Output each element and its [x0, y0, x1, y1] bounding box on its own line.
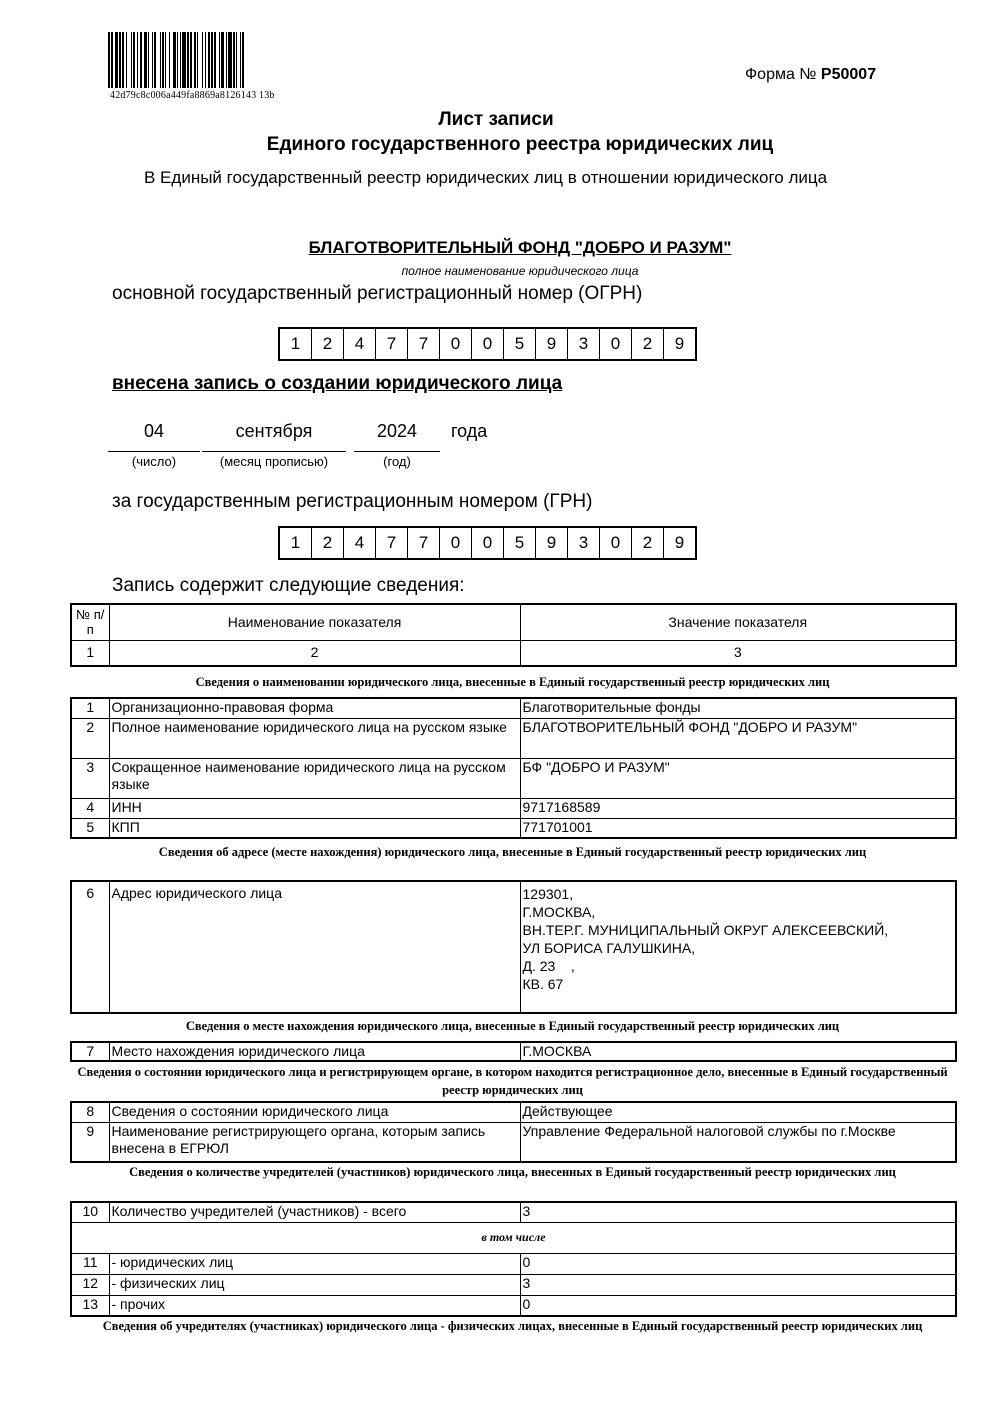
- grn-digit: 3: [567, 528, 599, 558]
- section-title: Сведения об учредителях (участниках) юридического лица - физических лицах, внесенные в Единый государственный реестр юридических лиц: [102, 1319, 923, 1333]
- grn-digit: 0: [599, 528, 631, 558]
- date-day-caption: (число): [131, 454, 177, 469]
- row-value: 3: [520, 1274, 956, 1295]
- date-day-line: [108, 451, 200, 452]
- col-value-header: Значение показателя: [520, 604, 956, 640]
- grn-digit: 2: [311, 528, 343, 558]
- ogrn-digit: 3: [567, 329, 599, 359]
- col-name-header: Наименование показателя: [109, 604, 520, 640]
- col-no-header: № п/п: [71, 604, 109, 640]
- address-line: ВН.ТЕР.Г. МУНИЦИПАЛЬНЫЙ ОКРУГ АЛЕКСЕЕВСКИЙ,: [522, 922, 889, 938]
- header-table: [70, 603, 957, 667]
- address-line: КВ. 67: [522, 976, 564, 992]
- status-table: [70, 1101, 957, 1163]
- barcode-bar: [244, 32, 247, 88]
- in-total-label: в том числе: [71, 1222, 956, 1253]
- date-month-line: [202, 451, 346, 452]
- row-number: 1: [71, 698, 109, 718]
- address-line: Д. 23 ,: [522, 958, 575, 974]
- row-label: КПП: [109, 818, 520, 838]
- row-number: 3: [71, 758, 109, 798]
- form-code: Р50007: [820, 66, 877, 83]
- form-number: [745, 66, 876, 84]
- intro-text: В Единый государственный реестр юридических лиц в отношении юридического лица: [144, 168, 828, 187]
- row-number: 7: [71, 1042, 109, 1061]
- page-subtitle: Единого государственного реестра юридических лиц: [266, 134, 774, 155]
- row-value: 771701001: [520, 818, 956, 838]
- date-year: 2024: [376, 421, 418, 441]
- ogrn-digits: [278, 327, 697, 361]
- ogrn-digit: 1: [290, 334, 301, 353]
- section-title: Сведения о месте нахождения юридического лица, внесенные в Единый государственный реестр юридических лиц: [185, 1019, 840, 1033]
- address-table: [70, 880, 957, 1014]
- row-label: Сокращенное наименование юридического лица на русском языке: [109, 758, 520, 798]
- ogrn-digit: 9: [663, 329, 695, 359]
- grn-digit: 7: [375, 528, 407, 558]
- row-number: 12: [71, 1274, 109, 1295]
- row-value: 3: [520, 1202, 956, 1222]
- section-title: Сведения о наименовании юридического лица, внесенные в Единый государственный реестр юридических лиц: [195, 675, 830, 689]
- date-day: 04: [143, 421, 165, 441]
- row-value: 0: [520, 1295, 956, 1316]
- form-prefix: Форма №: [745, 66, 817, 83]
- row-value: Действующее: [520, 1102, 956, 1122]
- row-label: - физических лиц: [109, 1274, 520, 1295]
- name-table: [70, 697, 957, 839]
- entry-statement: внесена запись о создании юридического лица: [112, 373, 563, 394]
- date-year-caption: (год): [383, 454, 411, 469]
- grn-digit: 9: [663, 528, 695, 558]
- grn-label: за государственным регистрационным номером (ГРН): [112, 491, 593, 512]
- row-label: - юридических лиц: [109, 1253, 520, 1274]
- ogrn-digit: 0: [471, 329, 503, 359]
- row-label: Полное наименование юридического лица на русском языке: [109, 718, 520, 758]
- address-line: Г.МОСКВА,: [522, 904, 596, 920]
- page-title: Лист записи: [438, 109, 554, 130]
- ogrn-digit: 0: [439, 329, 471, 359]
- col-index-2: 2: [109, 640, 520, 666]
- row-label: Адрес юридического лица: [109, 881, 520, 1013]
- ogrn-digit: 4: [343, 329, 375, 359]
- date-month: сентября: [235, 421, 313, 441]
- row-number: 6: [71, 881, 109, 1013]
- row-number: 11: [71, 1253, 109, 1274]
- grn-digit: 7: [407, 528, 439, 558]
- ogrn-digit: 9: [535, 329, 567, 359]
- row-number: 9: [71, 1122, 109, 1162]
- col-index-3: 3: [520, 640, 956, 666]
- ogrn-digit: 0: [599, 329, 631, 359]
- barcode: [108, 32, 284, 88]
- contains-label: Запись содержит следующие сведения:: [112, 575, 465, 596]
- date-year-line: [354, 451, 440, 452]
- col-index-1: 1: [71, 640, 109, 666]
- row-label: - прочих: [109, 1295, 520, 1316]
- grn-digit: 0: [439, 528, 471, 558]
- barcode-code: 42d79c8c006a449fa8869a8126143 13b: [110, 90, 275, 101]
- ogrn-digit: 2: [311, 329, 343, 359]
- row-value: Управление Федеральной налоговой службы по г.Москве: [520, 1122, 956, 1162]
- row-number: 13: [71, 1295, 109, 1316]
- grn-digits: [278, 526, 697, 560]
- row-number: 8: [71, 1102, 109, 1122]
- location-table: [70, 1041, 957, 1062]
- date-month-caption: (месяц прописью): [219, 454, 329, 469]
- row-value: Благотворительные фонды: [520, 698, 956, 718]
- row-number: 2: [71, 718, 109, 758]
- row-label: Место нахождения юридического лица: [109, 1042, 520, 1061]
- ogrn-digit: 2: [631, 329, 663, 359]
- row-number: 4: [71, 798, 109, 818]
- ogrn-digit: 7: [375, 329, 407, 359]
- row-label: Сведения о состоянии юридического лица: [109, 1102, 520, 1122]
- section-title: Сведения о количестве учредителей (участников) юридического лица, внесенных в Единый государственный реестр юридических лиц: [129, 1165, 896, 1179]
- grn-digit: 9: [535, 528, 567, 558]
- grn-digit: 2: [631, 528, 663, 558]
- ogrn-digit: 5: [503, 329, 535, 359]
- section-title: Сведения о состоянии юридического лица и регистрирующем органе, в котором находится регистрационное дело, внесенные в Единый государственный реестр юридических лиц: [77, 1065, 948, 1097]
- organization-caption: полное наименование юридического лица: [401, 264, 639, 278]
- organization-name: БЛАГОТВОРИТЕЛЬНЫЙ ФОНД "ДОБРО И РАЗУМ": [308, 238, 732, 257]
- row-number: 10: [71, 1202, 109, 1222]
- grn-digit: 0: [471, 528, 503, 558]
- row-label: Организационно-правовая форма: [109, 698, 520, 718]
- row-label: ИНН: [109, 798, 520, 818]
- row-value: Г.МОСКВА: [520, 1042, 956, 1061]
- address-line: УЛ БОРИСА ГАЛУШКИНА,: [522, 940, 696, 956]
- section-title: Сведения об адресе (месте нахождения) юридического лица, внесенные в Единый государственный реестр юридических лиц: [158, 845, 867, 859]
- row-value: 0: [520, 1253, 956, 1274]
- row-value: БЛАГОТВОРИТЕЛЬНЫЙ ФОНД "ДОБРО И РАЗУМ": [520, 718, 956, 758]
- row-label: Количество учредителей (участников) - всего: [109, 1202, 520, 1222]
- grn-digit: 4: [343, 528, 375, 558]
- address-line: 129301,: [522, 886, 574, 902]
- row-label: Наименование регистрирующего органа, которым запись внесена в ЕГРЮЛ: [109, 1122, 520, 1162]
- grn-digit: 5: [503, 528, 535, 558]
- founders-count-table: [70, 1201, 957, 1317]
- date-suffix: года: [451, 421, 488, 441]
- grn-digit: 1: [290, 533, 301, 552]
- row-value: 9717168589: [520, 798, 956, 818]
- address-value: [520, 881, 956, 1013]
- row-value: БФ "ДОБРО И РАЗУМ": [520, 758, 956, 798]
- ogrn-digit: 7: [407, 329, 439, 359]
- row-number: 5: [71, 818, 109, 838]
- ogrn-label: основной государственный регистрационный номер (ОГРН): [112, 283, 643, 304]
